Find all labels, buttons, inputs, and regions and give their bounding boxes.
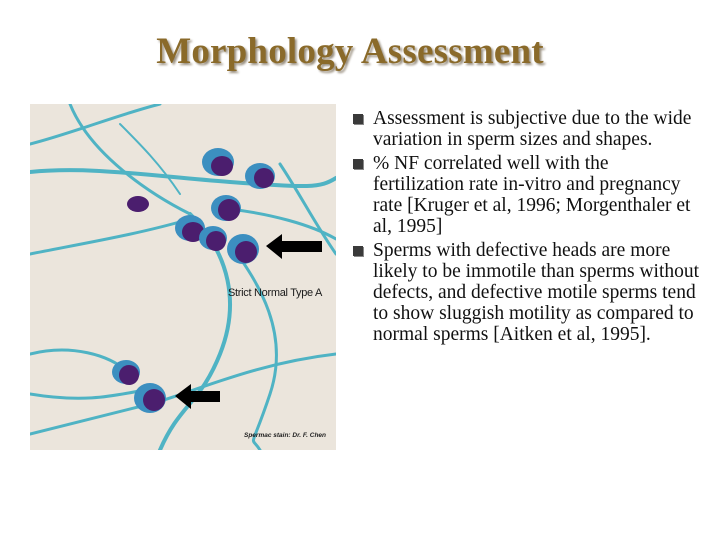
bullet-item: % NF correlated well with the fertilization rate in-vitro and pregnancy rate [Kruger et al, 1996; Morgenthaler et al, 1995] bbox=[352, 153, 702, 237]
image-credit: Spermac stain: Dr. F. Chen bbox=[244, 432, 326, 439]
sperm-micrograph bbox=[30, 104, 336, 450]
bullet-list bbox=[352, 108, 702, 348]
slide-title: Morphology Assessment bbox=[156, 31, 544, 72]
square-bullet-icon bbox=[353, 246, 363, 256]
microscopy-image bbox=[30, 104, 336, 450]
square-bullet-icon bbox=[353, 114, 363, 124]
arrow-icon-upper bbox=[266, 234, 322, 259]
bullet-item: Assessment is subjective due to the wide variation in sperm sizes and shapes. bbox=[352, 108, 702, 150]
square-bullet-icon bbox=[353, 159, 363, 169]
image-caption: Strict Normal Type A bbox=[228, 287, 323, 299]
bullet-item: Sperms with defective heads are more likely to be immotile than sperms without defects, and defective motile sperms tend to show sluggish motility as compared to normal sperms [Aitken et al, 1995]. bbox=[352, 240, 702, 345]
